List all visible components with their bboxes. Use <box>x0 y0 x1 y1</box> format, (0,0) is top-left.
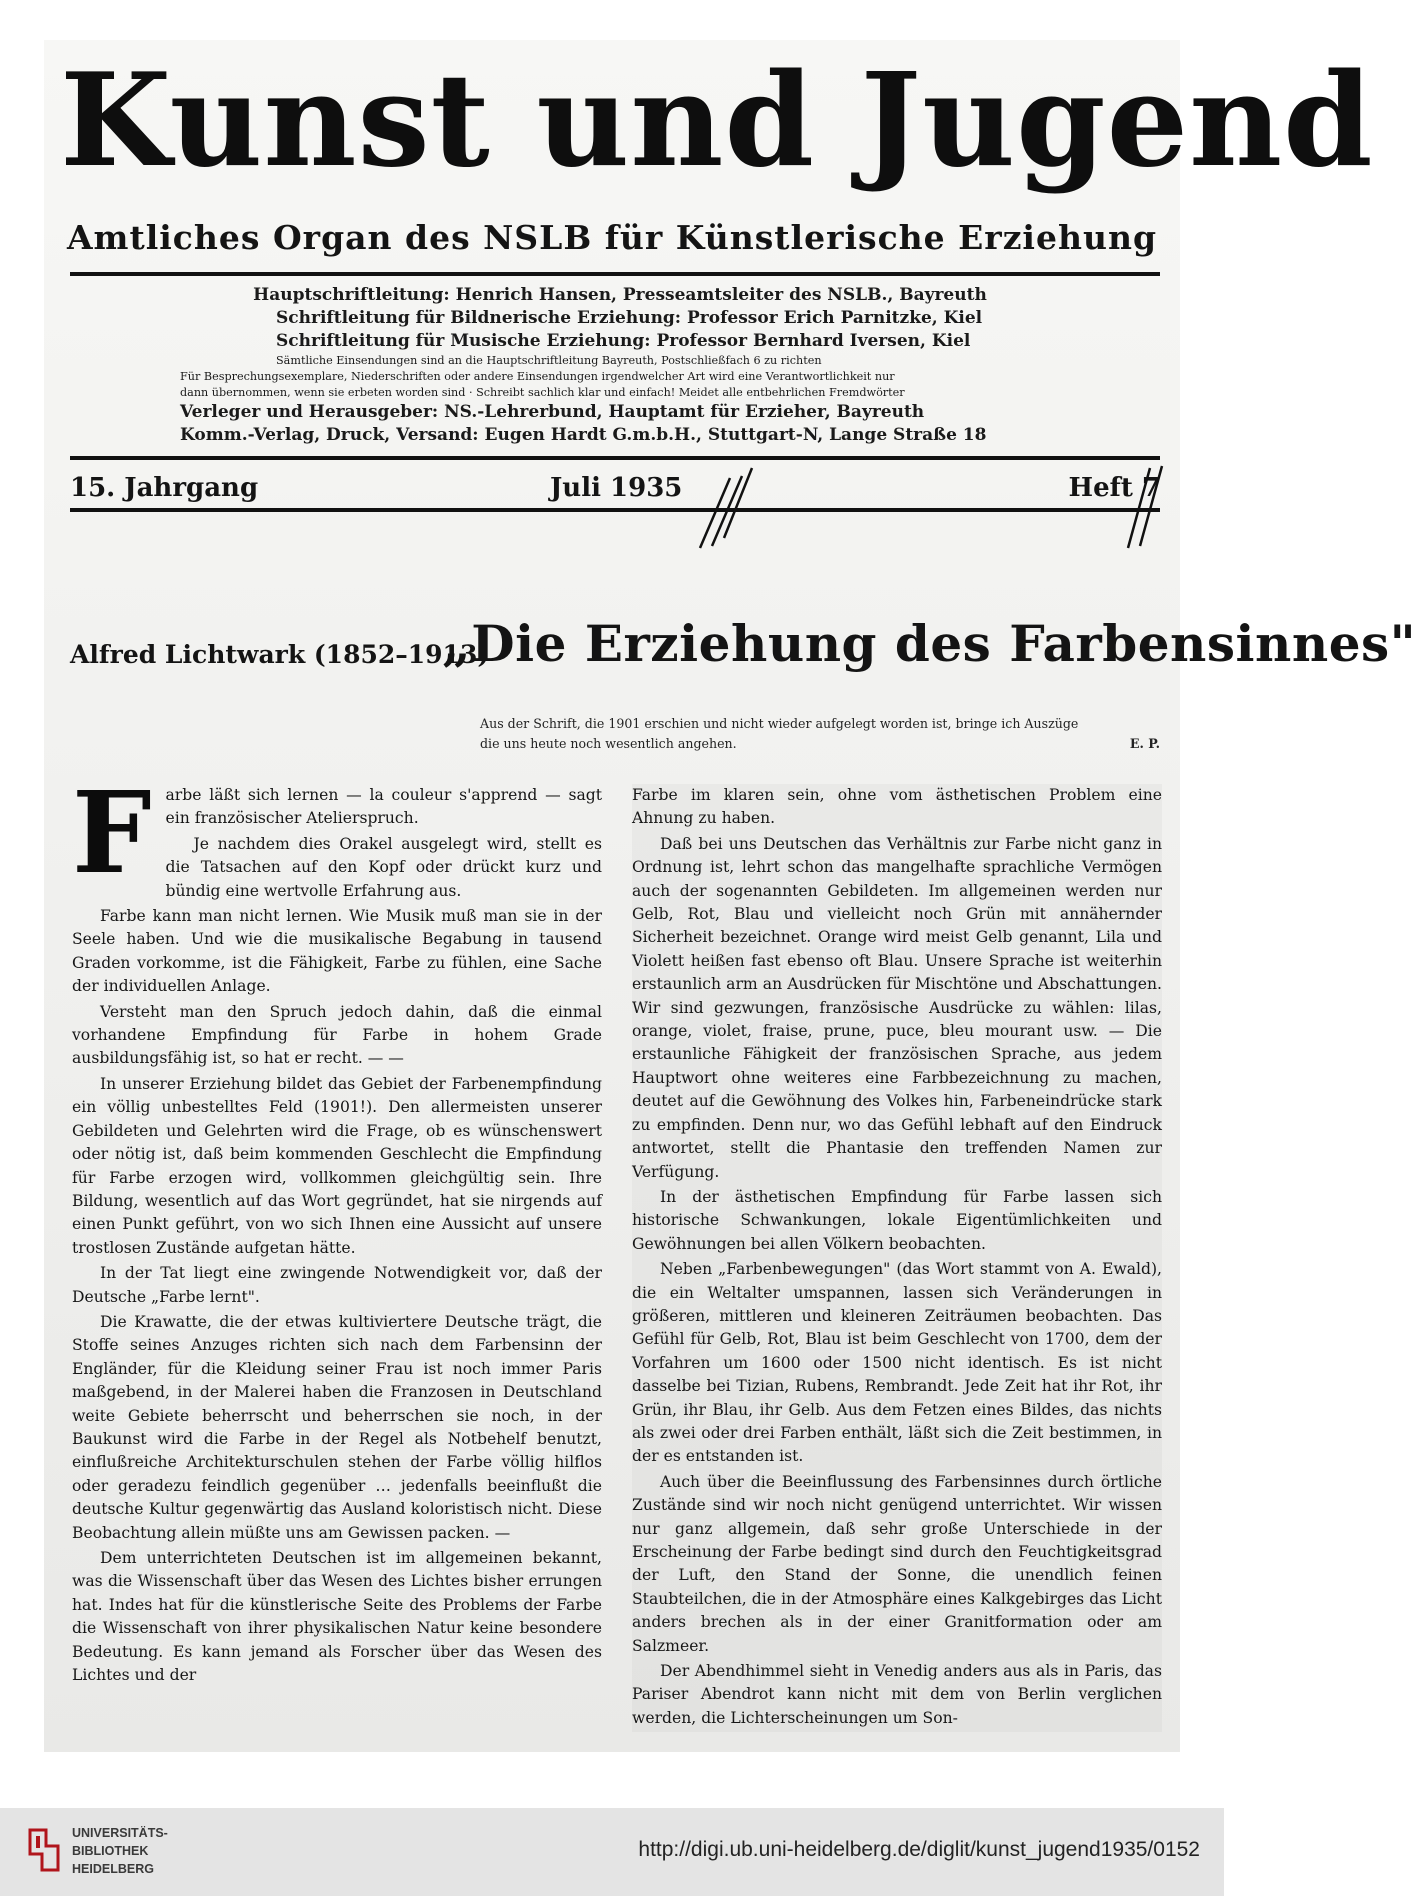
article-column-right <box>632 784 1162 1732</box>
paragraph: In der ästhetischen Empfindung für Farbe lassen sich historische Schwankungen, lokale Eigentümlichkeiten und Gewöhnungen bei allen Völkern beobachten. <box>632 1187 1162 1253</box>
paragraph: Versteht man den Spruch jedoch dahin, daß die einmal vorhandene Empfindung für Farbe in hohem Grade ausbildungsfähig ist, so hat er recht. — — <box>72 1002 602 1068</box>
library-name[interactable] <box>72 1824 168 1878</box>
credit-line: Sämtliche Einsendungen sind an die Hauptschriftleitung Bayreuth, Postschließfach 6 zu richten <box>276 354 822 367</box>
issue-number: Heft 7 <box>1068 473 1160 503</box>
paragraph: Farbe kann man nicht lernen. Wie Musik muß man sie in der Seele haben. Und wie die musikalische Begabung in tausend Graden vorkomme, ist die Fähigkeit, Farbe zu fühlen, eine Sache der individuellen Anlage. <box>72 907 602 996</box>
paragraph: Der Abendhimmel sieht in Venedig anders aus als in Paris, das Pariser Abendrot kann nicht mit dem von Berlin verglichen werden, die Lichterscheinungen um Son- <box>632 1662 1162 1727</box>
credit-line: Komm.-Verlag, Druck, Versand: Eugen Hardt G.m.b.H., Stuttgart-N, Lange Straße 18 <box>180 425 987 445</box>
article-header <box>70 614 1416 694</box>
paragraph: Die Krawatte, die der etwas kultiviertere Deutsche trägt, die Stoffe seines Anzuges richten sich nach dem Farbensinn der Engländer, für die Kleidung seiner Frau ist noch immer Paris maßgebend, in der Malerei haben die Franzosen in Deutschland weite Gebiete beherrscht und beherrschen sie noch, in der Baukunst wird die Farbe in der Regel als Notbehelf benutzt, einflußreiche Architekturschulen stehen der Farbe völlig hilflos oder geradezu feindlich gegenüber … jedenfalls beeinflußt die deutsche Kultur gegenwärtig das Ausland koloristisch nicht. Diese Beobachtung allein müßte uns am Gewissen packen. — <box>72 1312 602 1542</box>
credit-line: Schriftleitung für Bildnerische Erziehung: Professor Erich Parnitzke, Kiel <box>276 308 983 328</box>
drop-cap: F <box>72 768 152 899</box>
paragraph: Dem unterrichteten Deutschen ist im allgemeinen bekannt, was die Wissenschaft über das Wesen des Lichtes bisher errungen hat. Indes hat für die künstlerische Seite des Problems der Farbe die Wissenschaft von ihrer physikalischen Natur keine besondere Bedeutung. Es kann jemand als Forscher über das Wesen des Lichtes und der <box>72 1549 602 1685</box>
issue-volume: 15. Jahrgang <box>70 473 259 503</box>
credit-line: dann übernommen, wenn sie erbeten worden sind · Schreibt sachlich klar und einfach! Meidet alle entbehrlichen Fremdwörter <box>180 386 905 399</box>
paragraph: Neben „Farbenbewegungen" (das Wort stammt von A. Ewald), die ein Weltalter umspannen, lassen sich Veränderungen in größeren, mittleren und kleineren Zeiträumen beobachten. Das Gefühl für Gelb, Rot, Blau ist beim Geschlecht von 1700, dem der Vorfahren um 1600 oder 1500 nicht identisch. Es ist nicht dasselbe bei Tizian, Rubens, Rembrandt. Jede Zeit hat ihr Rot, ihr Grün, ihr Blau, ihr Gelb. Aus dem Fetzen eines Bildes, das nichts als zwei oder drei Farben enthält, läßt sich die Zeit bestimmen, in der es entstanden ist. <box>632 1260 1162 1466</box>
article-author: Alfred Lichtwark (1852–1913) <box>70 640 490 669</box>
library-name-line: HEIDELBERG <box>72 1862 154 1876</box>
university-library-logo-icon[interactable] <box>26 1826 62 1874</box>
paragraph: In unserer Erziehung bildet das Gebiet der Farbenempfindung ein völlig unbestelltes Feld (1901!). Den allermeisten unserer Gebildeten und Gelehrten wird die Frage, ob es wünschenswert oder nötig ist, daß beim kommenden Geschlecht die Empfindung für Farbe erzogen wird, vollkommen gleichgültig sein. Ihre Bildung, wesentlich auf das Wort gegründet, hat sie nirgends auf einen Punkt geführt, von wo sich Ihnen eine Aussicht auf unsere trostlosen Zustände aufgetan hätte. <box>72 1074 602 1257</box>
paragraph: Je nachdem dies Orakel ausgelegt wird, stellt es die Tatsachen auf den Kopf oder drückt kurz und bündig eine wertvolle Erfahrung aus. <box>165 834 602 900</box>
masthead-subtitle: Amtliches Organ des NSLB für Künstlerische Erziehung <box>66 218 1158 257</box>
footer-bar <box>0 1808 1224 1896</box>
editor-note-line: Aus der Schrift, die 1901 erschien und nicht wieder aufgelegt worden ist, bringe ich Auszüge <box>480 716 1079 731</box>
credit-line: Verleger und Herausgeber: NS.-Lehrerbund, Hauptamt für Erzieher, Bayreuth <box>180 402 925 422</box>
masthead-title: Kunst und Jugend <box>60 46 1374 196</box>
paragraph: arbe läßt sich lernen — la couleur s'apprend — sagt ein französischer Atelierspruch. <box>165 786 602 828</box>
credit-line: Schriftleitung für Musische Erziehung: Professor Bernhard Iversen, Kiel <box>276 331 971 351</box>
editor-note <box>480 714 1160 754</box>
credit-line: Hauptschriftleitung: Henrich Hansen, Presseamtsleiter des NSLB., Bayreuth <box>253 285 987 305</box>
paragraph: Daß bei uns Deutschen das Verhältnis zur Farbe nicht ganz in Ordnung ist, lehrt schon das mangelhafte sprachliche Vermögen auch der sogenannten Gebildeten. Im allgemeinen werden nur Gelb, Rot, Blau und vielleicht noch Grün mit annähernder Sicherheit bezeichnet. Orange wird meist Gelb genannt, Lila und Violett heißen fast ebenso oft Blau. Unsere Sprache ist weiterhin erstaunlich arm an Ausdrücken für Mischtöne und Abschattungen. Wir sind gezwungen, französische Ausdrücke zu wählen: lilas, orange, violet, fraise, prune, puce, bleu mourant usw. — Die erstaunliche Fähigkeit der französischen Sprache, aus jedem Hauptwort ohne weiteres eine Farbbezeichnung zu machen, deutet auf die Gewöhnung des Volkes hin, Farbeneindrücke stark zu empfinden. Denn nur, wo das Gefühl lebhaft auf den Eindruck antwortet, stellt die Phantasie den treffenden Namen zur Verfügung. <box>632 834 1162 1181</box>
paragraph: Farbe im klaren sein, ohne vom ästhetischen Problem eine Ahnung zu haben. <box>632 786 1162 828</box>
editor-note-line: die uns heute noch wesentlich angehen. <box>480 736 737 751</box>
masthead-divider <box>70 272 1160 276</box>
article-column-left <box>72 768 602 1689</box>
issue-date: Juli 1935 <box>550 473 683 503</box>
paragraph: In der Tat liegt eine zwingende Notwendigkeit vor, daß der Deutsche „Farbe lernt". <box>72 1264 602 1306</box>
source-url-link[interactable]: http://digi.ub.uni-heidelberg.de/diglit/kunst_jugend1935/0152 <box>638 1838 1200 1861</box>
library-name-line: UNIVERSITÄTS- <box>72 1826 168 1840</box>
credit-line: Für Besprechungsexemplare, Niederschriften oder andere Einsendungen irgendwelcher Art wird eine Verantwortlichkeit nur <box>180 370 895 383</box>
library-name-line: BIBLIOTHEK <box>72 1844 149 1858</box>
article-headline: „Die Erziehung des Farbensinnes" <box>442 614 1416 673</box>
paragraph: Auch über die Beeinflussung des Farbensinnes durch örtliche Zustände sind wir noch nicht genügend unterrichtet. Wir wissen nur ganz allgemein, daß sehr große Unterschiede in der Erscheinung der Farbe bedingt sind durch den Feuchtigkeitsgrad der Luft, den Stand der Sonne, die unendlich feinen Staubteilchen, die in der Atmosphäre eines Kalkgebirges das Licht anders brechen als in der einer Granitformation oder am Salzmeer. <box>632 1472 1162 1655</box>
editorial-credits <box>180 284 1060 447</box>
handwritten-marks <box>640 458 1180 558</box>
editor-initials: E. P. <box>1129 736 1160 751</box>
